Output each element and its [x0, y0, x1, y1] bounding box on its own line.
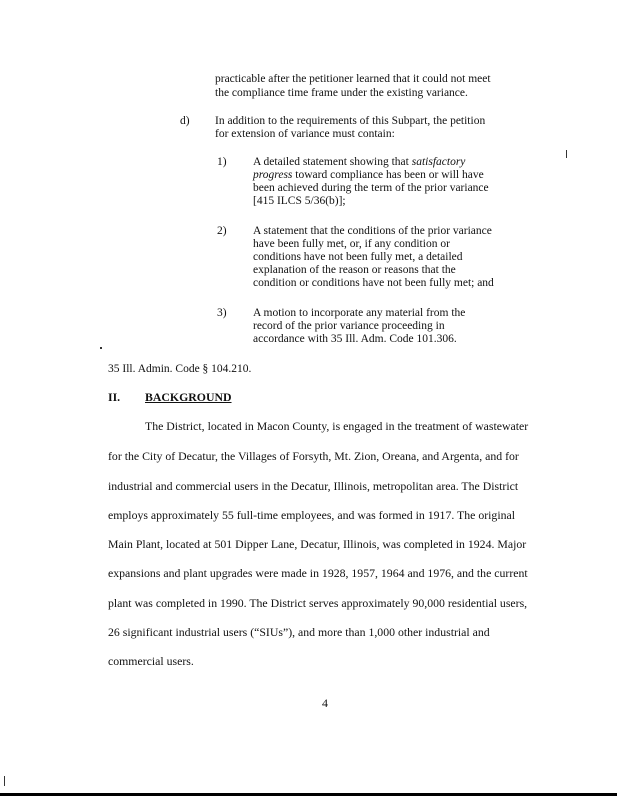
sub-3-marker: 3)	[217, 307, 227, 319]
continuation-line-1: practicable after the petitioner learned that it could not meet	[215, 73, 491, 85]
sub-1-line-2: progress toward compliance has been or will have	[253, 169, 484, 181]
scan-speck	[566, 150, 567, 158]
sub-2-line-4: explanation of the reason or reasons that the	[253, 264, 456, 276]
item-d-line-2: for extension of variance must contain:	[215, 128, 395, 140]
page-number: 4	[322, 696, 328, 710]
citation: 35 Ill. Admin. Code § 104.210.	[108, 363, 252, 375]
section-number: II.	[108, 390, 121, 404]
body-line-6: expansions and plant upgrades were made in 1928, 1957, 1964 and 1976, and the current	[108, 566, 528, 580]
sub-2-marker: 2)	[217, 225, 227, 237]
item-d-marker: d)	[180, 115, 190, 127]
sub-2-line-1: A statement that the conditions of the prior variance	[253, 225, 492, 237]
body-line-8: 26 significant industrial users (“SIUs”), and more than 1,000 other industrial and	[108, 625, 490, 639]
sub-3-line-2: record of the prior variance proceeding in	[253, 320, 445, 332]
body-line-1: The District, located in Macon County, is engaged in the treatment of wastewater	[145, 419, 529, 433]
body-line-7: plant was completed in 1990. The District serves approximately 90,000 residential users,	[108, 596, 528, 610]
sub-1-line-4: [415 ILCS 5/36(b)];	[253, 195, 346, 207]
sub-1-line-3: been achieved during the term of the prior variance	[253, 182, 489, 194]
sub-2-line-5: condition or conditions have not been fully met; and	[253, 277, 494, 289]
scan-speck	[100, 347, 102, 349]
body-line-3: industrial and commercial users in the Decatur, Illinois, metropolitan area. The District	[108, 479, 519, 493]
sub-2-line-3: conditions have not been fully met, a detailed	[253, 251, 463, 263]
continuation-line-2: the compliance time frame under the existing variance.	[215, 87, 468, 99]
item-d-line-1: In addition to the requirements of this Subpart, the petition	[215, 115, 486, 127]
body-line-2: for the City of Decatur, the Villages of Forsyth, Mt. Zion, Oreana, and Argenta, and for	[108, 449, 519, 463]
sub-3-line-1: A motion to incorporate any material from the	[253, 307, 466, 319]
sub-3-line-3: accordance with 35 Ill. Adm. Code 101.306.	[253, 333, 457, 345]
section-title: BACKGROUND	[145, 390, 232, 404]
body-line-4: employs approximately 55 full-time employees, and was formed in 1917. The original	[108, 508, 516, 522]
sub-1-line-1: A detailed statement showing that satisfactory	[253, 156, 466, 168]
scan-speck	[4, 776, 5, 786]
body-line-9: commercial users.	[108, 654, 194, 668]
body-line-5: Main Plant, located at 501 Dipper Lane, Decatur, Illinois, was completed in 1924. Major	[108, 537, 527, 551]
sub-1-marker: 1)	[217, 156, 227, 168]
page-bottom-edge	[0, 793, 617, 796]
sub-2-line-2: have been fully met, or, if any condition or	[253, 238, 450, 250]
